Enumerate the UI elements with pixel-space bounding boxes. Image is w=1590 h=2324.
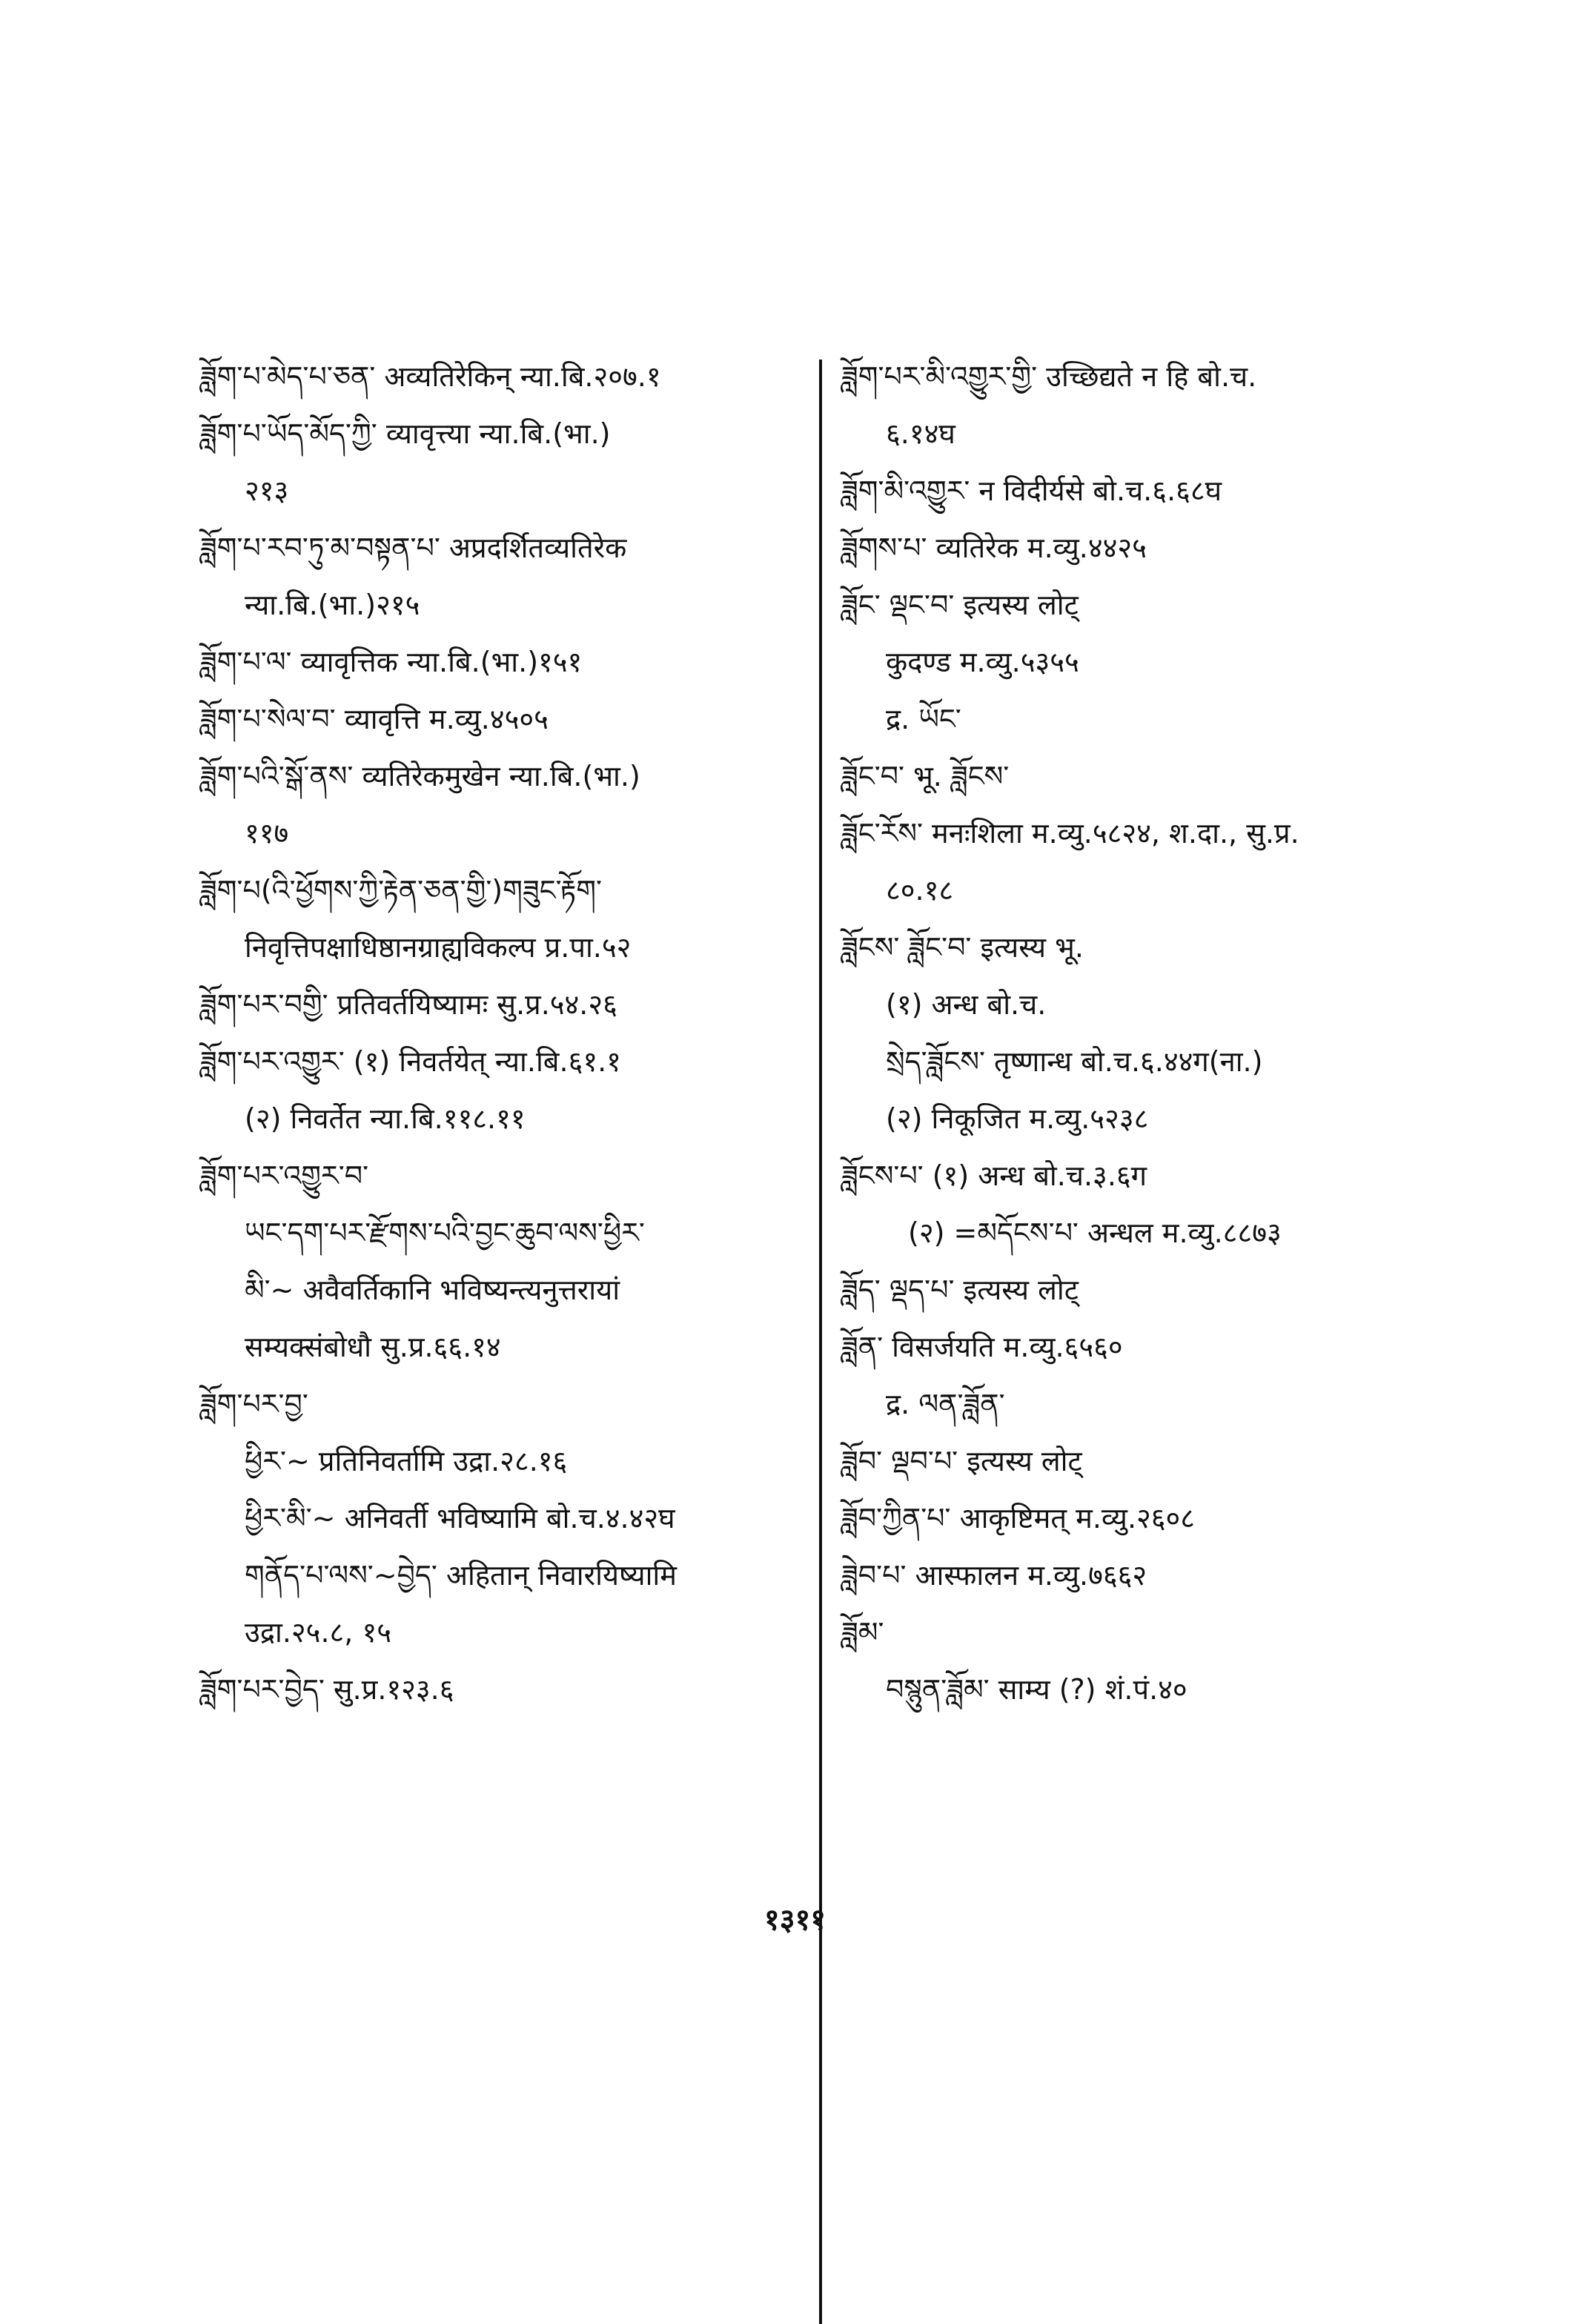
- entry-line: བསྙུན་ཟློམ་ साम्य (?) शं.पं.४०: [886, 1673, 1187, 1706]
- entry-line: ཟླེབ་པ་ आस्फालन म.व्यु.७६६२: [841, 1559, 1147, 1592]
- entry-line: ཟློང་ ལྡང་བ་ इत्यस्य लोट्: [841, 589, 1079, 621]
- entry-line: ཟློངས་ ཟློང་བ་ इत्यस्य भू.: [841, 931, 1084, 964]
- right-column: [841, 348, 1434, 1718]
- entry-line: (२) =མདོངས་པ་ अन्धल म.व्यु.८८७३: [908, 1216, 1282, 1249]
- entry-line: निवृत्तिपक्षाधिष्ठानग्राह्यविकल्प प्र.पा.५२: [245, 931, 632, 964]
- entry-line: न्या.बि.(भा.)२१५: [245, 589, 420, 621]
- entry-line: ཟློག་པར་འགྱུར་ (१) निवर्तयेत् न्या.बि.६१.१: [200, 1045, 621, 1078]
- entry-line: ཟློང་རོས་ मनःशिला म.व्यु.५८२४, श.दा., सु.प्र.: [841, 817, 1299, 850]
- entry-line: (२) निवर्तेत न्या.बि.११८.११: [245, 1102, 526, 1135]
- entry-line: ཡང་དག་པར་རྫོགས་པའི་བྱང་ཆུབ་ལས་ཕྱིར་: [245, 1216, 645, 1249]
- entry-line: ཕྱིར་~ प्रतिनिवर्तामि उद्रा.२८.१६: [245, 1445, 568, 1477]
- entry-line: ཟློན་ विसर्जयति म.व्यु.६५६०: [841, 1331, 1123, 1363]
- entry-line: उद्रा.२५.८, १५: [245, 1616, 391, 1649]
- column-divider: [819, 360, 822, 2324]
- entry-line: ཟློག་པར་མི་འགྱུར་གྱི་ उच्छिद्यते न हि बो.च.: [841, 360, 1257, 393]
- left-column: [200, 348, 815, 1718]
- entry-line: ཟློག་པར་འགྱུར་བ་: [200, 1159, 369, 1192]
- entry-line: ཟློག་པ(འི་ཕྱོགས་ཀྱི་རྟེན་ཅན་གྱི་)གཟུང་རྟོག་: [200, 874, 602, 907]
- entry-line: གནོད་པ་ལས་~བྱེད་ अहितान् निवारयिष्यामि: [245, 1559, 677, 1592]
- entry-line: ཟློད་ ལྡད་པ་ इत्यस्य लोट्: [841, 1274, 1079, 1306]
- entry-line: कुदण्ड म.व्यु.५३५५: [886, 646, 1079, 678]
- entry-line: ཟློམ་: [841, 1616, 884, 1649]
- entry-line: ཟློང་བ་ भू. ཟློངས་: [841, 760, 1010, 792]
- entry-line: ཟློག་པ་ལ་ व्यावृत्तिक न्या.बि.(भा.)१५१: [200, 646, 583, 678]
- entry-line: ཟློགས་པ་ व्यतिरेक म.व्यु.४४२५: [841, 532, 1147, 564]
- entry-line: द्र. ལན་ཟློན་: [886, 1388, 1005, 1420]
- entry-line: ཟློག་པར་བྱེད་ सु.प्र.१२३.६: [200, 1673, 454, 1706]
- entry-line: सम्यक्संबोधौ सु.प्र.६६.१४: [245, 1331, 501, 1363]
- entry-line: ཟློག་མི་འགྱུར་ न विदीर्यसे बो.च.६.६८घ: [841, 474, 1222, 507]
- entry-line: ཟློག་པར་བྱ་: [200, 1388, 308, 1420]
- entry-line: མི་~ अवैवर्तिकानि भविष्यन्त्यनुत्तरायां: [245, 1274, 620, 1306]
- entry-line: ཕྱིར་མི་~ अनिवर्ती भविष्यामि बो.च.४.४२घ: [245, 1502, 675, 1535]
- page-number: १३११: [763, 1903, 827, 1937]
- entry-line: སྲེད་ཟློངས་ तृष्णान्ध बो.च.६.४४ग(ना.): [886, 1045, 1263, 1078]
- entry-line: ཟློངས་པ་ (१) अन्ध बो.च.३.६ग: [841, 1159, 1147, 1192]
- entry-line: ཟློག་པ་ཡོད་མོད་ཀྱི་ व्यावृत्त्या न्या.बि.(भा.): [200, 417, 611, 450]
- entry-line: ཟློབ་ ལྡབ་པ་ इत्यस्य लोट्: [841, 1445, 1082, 1477]
- entry-line: ཟློག་པ་རབ་ཏུ་མ་བསྟན་པ་ अप्रदर्शितव्यतिरेक: [200, 532, 627, 564]
- entry-line: द्र. ཡོང་: [886, 703, 961, 735]
- entry-line: ཟློབ་ཀྱིན་པ་ आकृष्टिमत् म.व्यु.२६०८: [841, 1502, 1196, 1535]
- entry-line: ཟློག་པ་སེལ་བ་ व्यावृत्ति म.व्यु.४५०५: [200, 703, 549, 735]
- entry-line: (२) निकूजित म.व्यु.५२३८: [886, 1102, 1149, 1135]
- entry-line: ཟློག་པ་མེད་པ་ཅན་ अव्यतिरेकिन् न्या.बि.२०७.१: [200, 360, 661, 393]
- entry-line: ११७: [245, 817, 289, 850]
- entry-line: (१) अन्ध बो.च.: [886, 988, 1047, 1021]
- entry-line: ཟློག་པར་བགྱི་ प्रतिवर्तयिष्यामः सु.प्र.५४.२६: [200, 988, 617, 1021]
- entry-line: ६.१४घ: [886, 417, 955, 450]
- entry-line: ८०.१८: [886, 874, 954, 907]
- entry-line: ཟློག་པའི་སྒོ་ནས་ व्यतिरेकमुखेन न्या.बि.(भा.): [200, 760, 640, 792]
- entry-line: २१३: [245, 474, 289, 507]
